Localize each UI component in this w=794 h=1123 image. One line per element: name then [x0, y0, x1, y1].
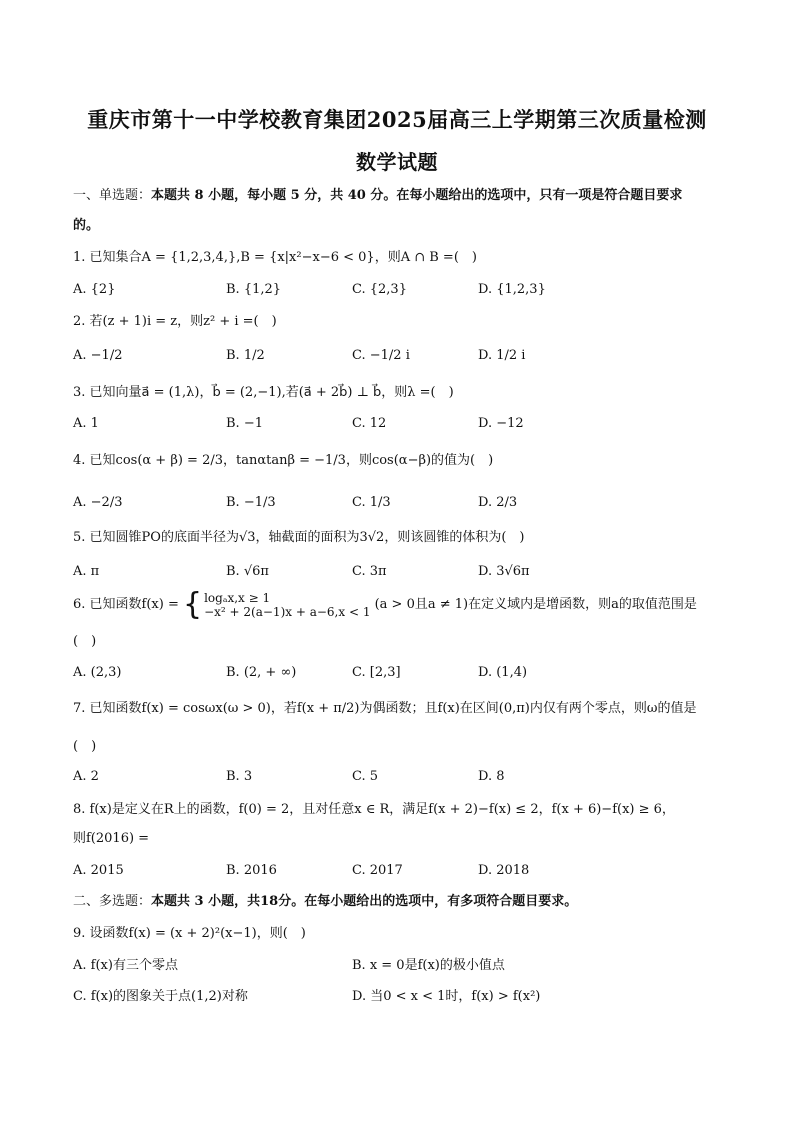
- q9-option-c: C. f(x)的图象关于点(1,2)对称: [73, 989, 248, 1004]
- q7-option-b: B. 3: [226, 769, 253, 784]
- q7-option-c: C. 5: [352, 769, 379, 784]
- q8-option-a: A. 2015: [73, 863, 124, 878]
- q8-option-d: D. 2018: [478, 863, 530, 878]
- q6-case-1: logₐx,x ≥ 1: [204, 590, 271, 605]
- question-7-stem: 7. 已知函数f(x) = cosωx(ω > 0)，若f(x + π/2)为偶函数；且f(x)在区间(0,π)内仅有两个零点，则ω的值是: [73, 701, 697, 716]
- q9-option-a: A. f(x)有三个零点: [73, 958, 178, 973]
- section1-heading: [73, 187, 723, 205]
- q7-stem-cont: ( ): [73, 739, 97, 754]
- section1-instruction: 本题共 8 小题，每小题 5 分，共 40 分。在每小题给出的选项中，只有一项是符合题目要求: [151, 188, 683, 203]
- q8-stem-cont: 则f(2016) =: [73, 831, 150, 846]
- q6-option-d: D. (1,4): [478, 665, 528, 680]
- q5-option-b: B. √6π: [226, 564, 269, 579]
- question-9-stem: 9. 设函数f(x) = (x + 2)²(x−1)，则( ): [73, 926, 306, 941]
- section1-prefix: 一、单选题：: [73, 188, 152, 203]
- q5-option-d: D. 3√6π: [478, 564, 530, 579]
- q4-option-b: B. −1/3: [226, 495, 276, 510]
- exam-title: 重庆市第十一中学校教育集团2025届高三上学期第三次质量检测: [87, 107, 707, 132]
- q6-option-c: C. [2,3]: [352, 665, 401, 680]
- q3-option-b: B. −1: [226, 416, 263, 431]
- exam-subject-title: 数学试题: [356, 150, 438, 174]
- question-3-stem: 3. 已知向量a⃗ = (1,λ)，b⃗ = (2,−1),若(a⃗ + 2b⃗) ⊥ b⃗，则λ =( ): [73, 385, 454, 400]
- question-5-stem: 5. 已知圆锥PO的底面半径为√3，轴截面的面积为3√2，则该圆锥的体积为( ): [73, 530, 525, 545]
- q2-option-b: B. 1/2: [226, 348, 265, 363]
- q1-option-b: B. {1,2}: [226, 282, 282, 297]
- q4-option-d: D. 2/3: [478, 495, 518, 510]
- q4-option-a: A. −2/3: [73, 495, 123, 510]
- section2-instruction: 本题共 3 小题，共18分。在每小题给出的选项中，有多项符合题目要求。: [151, 894, 578, 909]
- question-2-stem: 2. 若(z + 1)i = z，则z² + i =( ): [73, 314, 277, 329]
- q5-option-a: A. π: [73, 564, 100, 579]
- q6-stem-prefix: 6. 已知函数f(x) =: [73, 597, 179, 612]
- q3-option-a: A. 1: [73, 416, 99, 431]
- q7-option-a: A. 2: [73, 769, 99, 784]
- section2-heading: [73, 893, 723, 911]
- question-6-stem: [73, 586, 723, 622]
- q2-option-d: D. 1/2 i: [478, 348, 526, 363]
- q6-case-2: −x² + 2(a−1)x + a−6,x < 1: [204, 604, 371, 619]
- q3-option-c: C. 12: [352, 416, 387, 431]
- section2-prefix: 二、多选题：: [73, 894, 152, 909]
- q9-option-d: D. 当0 < x < 1时，f(x) > f(x²): [352, 989, 541, 1004]
- q6-stem-suffix: (a > 0且a ≠ 1)在定义域内是增函数，则a的取值范围是: [374, 597, 697, 612]
- q2-option-a: A. −1/2: [73, 348, 123, 363]
- q1-option-c: C. {2,3}: [352, 282, 407, 297]
- q6-option-a: A. (2,3): [73, 665, 122, 680]
- q6-piecewise: [183, 586, 371, 622]
- q7-option-d: D. 8: [478, 769, 505, 784]
- q6-option-b: B. (2, + ∞): [226, 665, 297, 680]
- section1-instruction-cont: 的。: [73, 218, 100, 233]
- q8-option-c: C. 2017: [352, 863, 403, 878]
- q1-option-a: A. {2}: [73, 282, 116, 297]
- question-8-stem: 8. f(x)是定义在R上的函数，f(0) = 2，且对任意x ∈ R，满足f(x + 2)−f(x) ≤ 2，f(x + 6)−f(x) ≥ 6，: [73, 802, 675, 817]
- q3-option-d: D. −12: [478, 416, 524, 431]
- q9-option-b: B. x = 0是f(x)的极小值点: [352, 958, 505, 973]
- q8-option-b: B. 2016: [226, 863, 277, 878]
- q1-option-d: D. {1,2,3}: [478, 282, 546, 297]
- q2-option-c: C. −1/2 i: [352, 348, 410, 363]
- q5-option-c: C. 3π: [352, 564, 387, 579]
- question-4-stem: 4. 已知cos(α + β) = 2/3，tanαtanβ = −1/3，则cos(α−β)的值为( ): [73, 453, 494, 468]
- left-brace-symbol: {: [183, 586, 203, 622]
- q6-stem-cont: ( ): [73, 634, 97, 649]
- question-1-stem: 1. 已知集合A = {1,2,3,4,},B = {x|x²−x−6 < 0}，则A ∩ B =( ): [73, 250, 477, 265]
- q4-option-c: C. 1/3: [352, 495, 391, 510]
